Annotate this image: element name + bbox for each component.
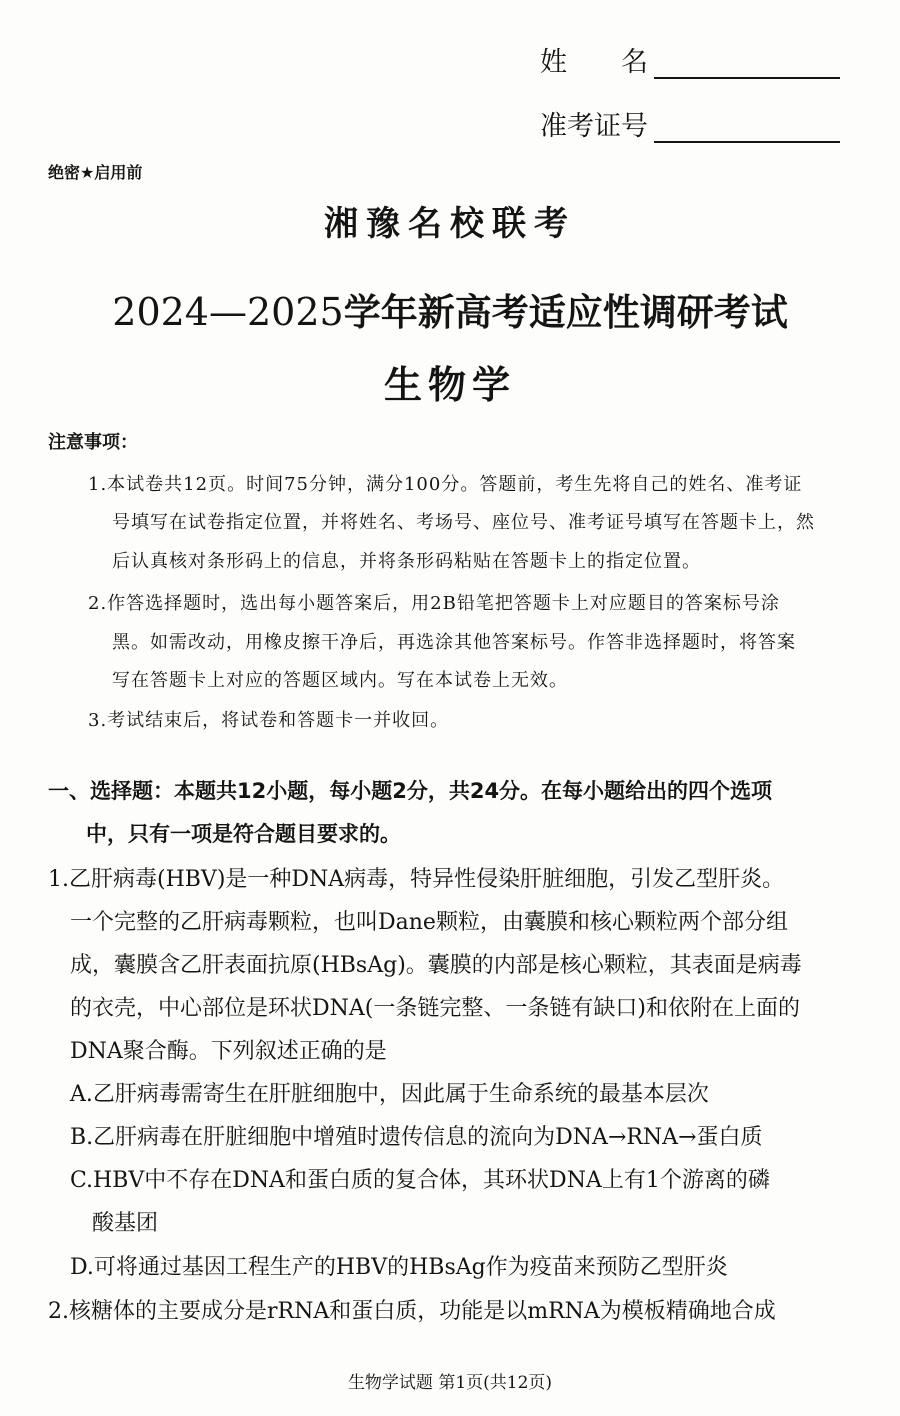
section-heading: 一、选择题：本题共12小题，每小题2分，共24分。在每小题给出的四个选项 (48, 779, 773, 803)
option-a: A.乙肝病毒需寄生在肝脏细胞中，因此属于生命系统的最基本层次 (70, 1082, 709, 1107)
subject-title: 生物学 (383, 363, 516, 407)
notice-line: 3.考试结束后，将试卷和答题卡一并收回。 (88, 710, 450, 731)
question-stem-line: 1.乙肝病毒(HBV)是一种DNA病毒，特异性侵染肝脏细胞，引发乙型肝炎。 (48, 867, 785, 892)
notice-line: 写在答题卡上对应的答题区域内。写在本试卷上无效。 (112, 670, 568, 691)
section-heading-cont: 中，只有一项是符合题目要求的。 (86, 822, 401, 846)
exam-name-title (0, 282, 900, 336)
question-stem-line: 的衣壳，中心部位是环状DNA(一条链完整、一条链有缺口)和依附在上面的 (70, 996, 800, 1021)
exam-organizer-title: 湘豫名校联考 (324, 204, 576, 244)
page-footer: 生物学试题 第1页(共12页) (347, 1373, 553, 1393)
question-stem-line: 成，囊膜含乙肝表面抗原(HBsAg)。囊膜的内部是核心颗粒，其表面是病毒 (70, 953, 802, 978)
option-d: D.可将通过基因工程生产的HBV的HBsAg作为疫苗来预防乙型肝炎 (70, 1255, 728, 1280)
question-stem-line: 2.核糖体的主要成分是rRNA和蛋白质，功能是以mRNA为模板精确地合成 (48, 1299, 776, 1324)
question-stem-line: 一个完整的乙肝病毒颗粒，也叫Dane颗粒，由囊膜和核心颗粒两个部分组 (70, 910, 788, 935)
notice-line: 1.本试卷共12页。时间75分钟，满分100分。答题前，考生先将自己的姓名、准考证 (88, 474, 803, 495)
name-label: 姓 名 (540, 47, 648, 78)
option-c: C.HBV中不存在DNA和蛋白质的复合体，其环状DNA上有1个游离的磷 (70, 1168, 770, 1193)
notice-line: 黑。如需改动，用橡皮擦干净后，再选涂其他答案标号。作答非选择题时，将答案 (112, 632, 796, 653)
exam-id-blank-line[interactable] (654, 113, 840, 143)
option-c-cont: 酸基团 (92, 1211, 159, 1236)
option-b: B.乙肝病毒在肝脏细胞中增殖时遗传信息的流向为DNA→RNA→蛋白质 (70, 1125, 763, 1150)
notice-heading: 注意事项： (48, 432, 138, 453)
exam-name: 学年新高考适应性调研考试 (343, 291, 788, 334)
question-stem-line: DNA聚合酶。下列叙述正确的是 (70, 1039, 387, 1064)
notice-line: 2.作答选择题时，选出每小题答案后，用2B铅笔把答题卡上对应题目的答案标号涂 (88, 593, 780, 614)
exam-id-label: 准考证号 (540, 111, 648, 142)
name-blank-line[interactable] (654, 49, 840, 79)
name-field (540, 40, 840, 79)
notice-line: 后认真核对条形码上的信息，并将条形码粘贴在答题卡上的指定位置。 (112, 551, 701, 572)
exam-id-field (540, 104, 840, 143)
notice-line: 号填写在试卷指定位置，并将姓名、考场号、座位号、准考证号填写在答题卡上，然 (112, 512, 815, 533)
confidential-mark: 绝密★启用前 (48, 163, 143, 182)
exam-year: 2024—2025 (112, 290, 344, 334)
